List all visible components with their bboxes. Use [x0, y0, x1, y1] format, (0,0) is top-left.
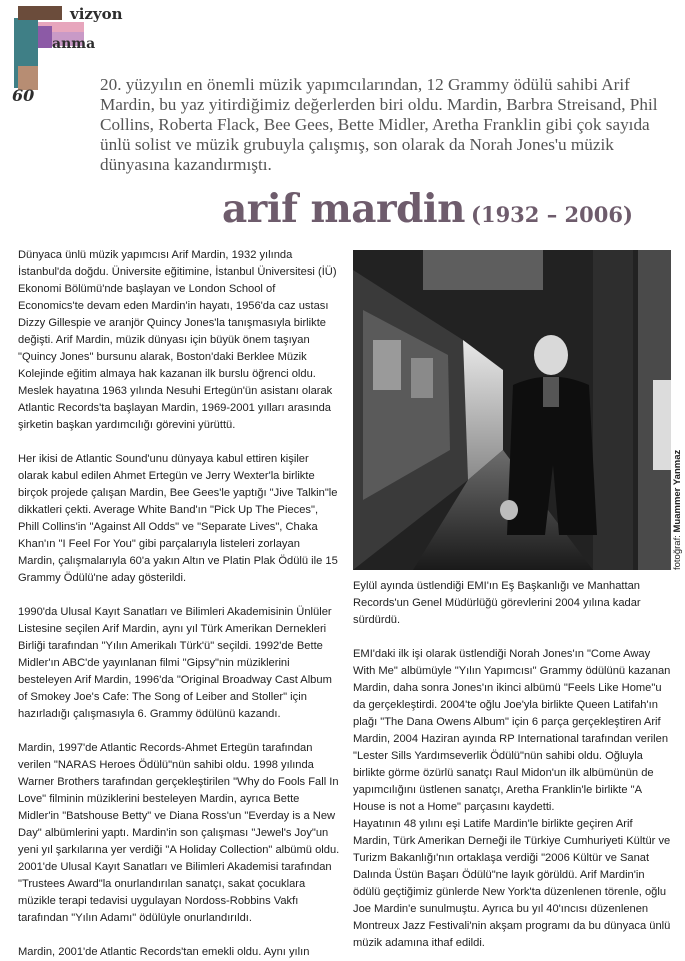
section-label-anma: anma — [52, 36, 96, 52]
paragraph: Dünyaca ünlü müzik yapımcısı Arif Mardin, 1932 yılında İstanbul'da doğdu. Üniversite eğitimine, İstanbul Üniversitesi (İÜ) Ekonomi Bölümü'nde başlayan ve London School of Economics'te devam eden Mardin'in hayatı, 1956'da caz ustası Dizzy Gillespie ve aranjör Quincy Jones'la tanışmasıyla birlikte değişti. Arif Mardin, müzik dünyası için büyük önem taşıyan "Quincy Jones" bursunu alarak, Boston'daki Berklee Müzik Kolejinde eğitim almaya hak kazanan ilk burslu öğrenci oldu. Meslek hayatına 1963 yılında Nesuhi Ertegün'ün asistanı olarak Atlantic Records'ta başlayan Mardin, 1969-2001 yılları arasında şirketin başkan yardımcılığı görevini yürüttü. — [18, 249, 337, 431]
body-column-left — [18, 247, 340, 961]
logo-block-brown — [18, 6, 62, 20]
headline — [222, 186, 633, 232]
section-label-vizyon: vizyon — [70, 5, 123, 23]
headline-title: arif mardin — [222, 186, 466, 232]
intro-text: 20. yüzyılın en önemli müzik yapımcılarından, 12 Grammy ödülü sahibi Arif Mardin, bu yaz yitirdiğimiz değerlerden biri oldu. Mardin, Barbra Streisand, Phil Collins, Roberta Flack, Bee Gees, Bette Midler, Aretha Franklin gibi çok sayıda ünlü solist ve müzik grubuyla çalışmış, son olarak da Norah Jones'u müzik dünyasına kazandırmıştı. — [100, 75, 658, 174]
subway-platform-illustration — [353, 250, 671, 570]
portrait-photo — [353, 250, 671, 570]
paragraph: Eylül ayında üstlendiği EMI'ın Eş Başkanlığı ve Manhattan Records'un Genel Müdürlüğü görevlerini 2004 yılına kadar sürdürdü. — [353, 580, 641, 626]
paragraph: Mardin, 2001'de Atlantic Records'tan emekli oldu. Aynı yılın — [18, 946, 310, 958]
photo-credit-prefix: fotoğraf: — [672, 535, 683, 570]
paragraph: Her ikisi de Atlantic Sound'unu dünyaya kabul ettiren kişiler olarak kabul edilen Ahmet Ertegün ve Jerry Wexter'la birlikte birçok projede çalışan Mardin, Bee Gees'le yaptığı "Jive Talkin"le dikkatleri çekti. Average White Band'ın "Pick Up The Pieces", Phill Collins'in "Against All Odds" ve "Separate Lives", Chaka Khan'ın "I Feel For You" gibi parçalarıyla listeleri zorlayan Mardin, çalışmalarıyla 60'a yakın Altın ve Platin Plak Ödülü ile 15 Grammy Ödülü'ne aday gösterildi. — [18, 453, 338, 584]
logo-block-purple — [38, 26, 52, 48]
page-number: 60 — [12, 86, 35, 105]
paragraph: EMI'daki ilk işi olarak üstlendiği Norah Jones'ın "Come Away With Me" albümüyle "Yılın Yapımcısı" Grammy ödülünü kazanan Mardin, daha sonra Jones'ın ikinci albümü "Feels Like Home"u da gerçekleştirdi. 2004'te oğlu Joe'yla birlikte Queen Latifah'ın plağı "The Dana Owens Album" için 6 parça gerçekleştiren Arif Mardin, 2004 Haziran ayında RP International tarafından verilen "Lester Sills Yardımseverlik Ödülü"nün sahibi oldu. Oğluyla birlikte görme özürlü sanatçı Raul Midon'un ilk albümünün de yapımcılığını üstlenen sanatçı, Aretha Franklin'le birlikte "A House is not a Home" parçasını kaydetti. Hayatının 48 yılını eşi Latife Mardin'le birlikte geçiren Arif Mardin, Türk Amerikan Derneği ile Türkiye Cumhuriyeti Kültür ve Turizm Bakanlığı'nın ortaklaşa verdiği "2006 Kültür ve Sanat Dalında Üstün Başarı Ödülü"ne layık görüldü. Arif Mardin'in ödülü geçtiğimiz günlerde New York'ta düzenlenen törenle, oğlu Joe Mardin'e sunulmuştu. Ayrıca bu yıl 40'ıncısı düzenlenen Montreux Jazz Festivali'nin akşam programı da bu dünyaca ünlü müzik adamına ithaf edildi. — [353, 648, 671, 949]
photo-credit-name: Muammer Yanmaz — [672, 449, 683, 533]
photo-credit — [672, 450, 683, 570]
paragraph: Mardin, 1997'de Atlantic Records-Ahmet Ertegün tarafından verilen "NARAS Heroes Ödülü"nün sahibi oldu. 1998 yılında Warner Brothers tarafından gerçekleştirilen "Why do Fools Fall In Love" filminin müziklerini besteleyen Mardin, ayrıca Bette Midler'in "Batshouse Betty" ve Diana Ross'un "Everday is a New Day" albümlerini yaptı. Mardin'in son çalışması "Jewel's Joy"un yeni yıl şarkılarına yer verdiği "A Holiday Collection" albümü oldu. 2001'de Ulusal Kayıt Sanatları ve Bilimleri Akademisi tarafından "Trustees Award"la onurlandırılan sanatçı, sakat çocuklara müzikle terapi tedavisi uygulayan Nordoss-Robbins Vakfı tarafından "Yılın Adamı" ödülüyle onurlandırıldı. — [18, 742, 340, 924]
headline-years: (1932 – 2006) — [471, 202, 633, 227]
paragraph: 1990'da Ulusal Kayıt Sanatları ve Bilimleri Akademisinin Ünlüler Listesine seçilen Arif Mardin, aynı yıl Türk Amerikan Dernekleri Birliği tarafından "Yılın Amerikalı Türk'ü" seçildi. 1992'de Bette Midler'ın ABC'de yayınlanan filmi "Gipsy"nin müziklerini besteleyen Arif Mardin, 1996'da "Original Broadway Cast Album of Smokey Joe's Cafe: The Song of Leiber and Stoller" için hazırladığı çalışmasıyla 6. Grammy ödülünü kazandı. — [18, 606, 332, 720]
body-column-right — [353, 578, 671, 952]
